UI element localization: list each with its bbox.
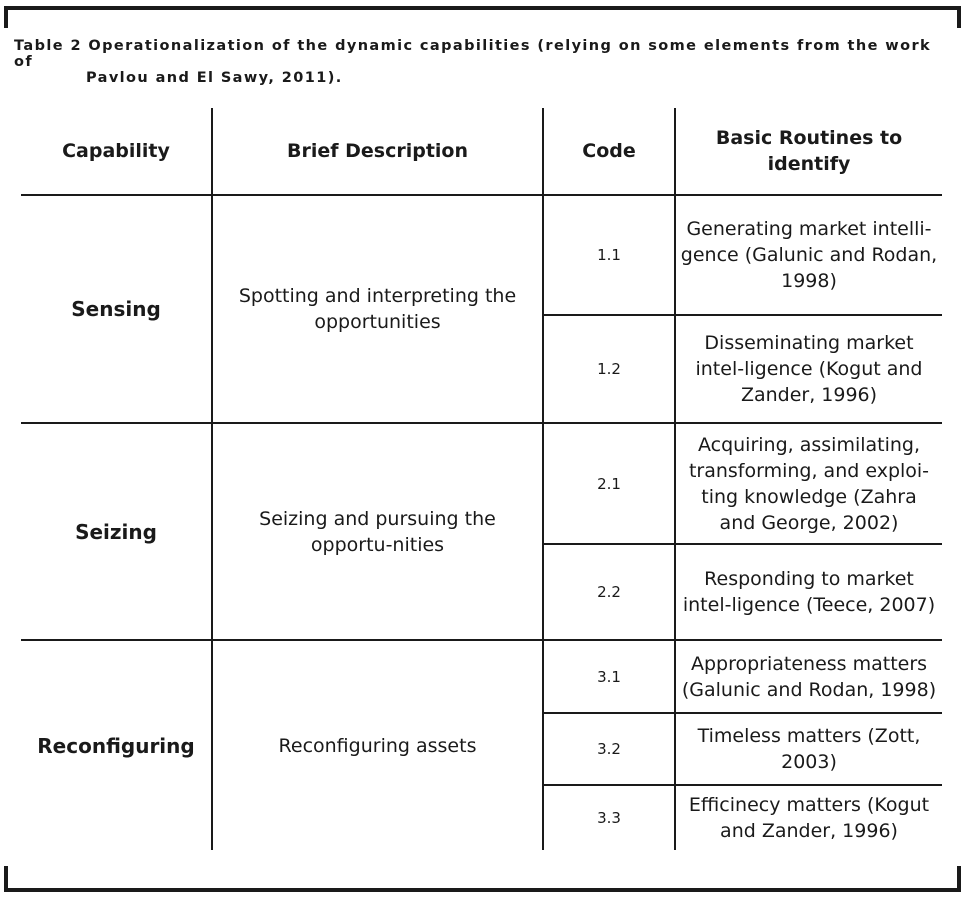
capability-reconfiguring: Reconfiguring bbox=[37, 733, 195, 758]
description-reconfiguring: Reconfiguring assets bbox=[278, 734, 477, 757]
header-description: Brief Description bbox=[286, 140, 469, 162]
capability-sensing: Sensing bbox=[71, 297, 161, 321]
header-capability: Capability bbox=[62, 140, 170, 162]
capability-seizing: Seizing bbox=[75, 519, 157, 544]
frame-top-left-tick bbox=[4, 6, 8, 28]
frame-top-border bbox=[4, 6, 961, 10]
header-code: Code bbox=[582, 140, 636, 162]
routine-1-1: Generating market intelli-gence (Galunic and Rodan, 1998) bbox=[680, 218, 938, 292]
caption-line-1: Table 2 Operationalization of the dynamic capabilities (relying on some elements from the work of bbox=[14, 38, 932, 70]
frame-bottom-border bbox=[4, 888, 961, 892]
routine-2-2: Responding to market intel-ligence (Teece, 2007) bbox=[682, 568, 936, 616]
code-2-2: 2.2 bbox=[597, 583, 621, 601]
routine-3-1: Appropriateness matters (Galunic and Rodan, 1998) bbox=[681, 652, 937, 701]
code-1-1: 1.1 bbox=[597, 246, 621, 264]
table-caption bbox=[14, 38, 944, 86]
rule-col-3 bbox=[674, 108, 676, 850]
code-1-2: 1.2 bbox=[597, 360, 621, 378]
code-2-1: 2.1 bbox=[597, 474, 621, 493]
routine-1-2: Disseminating market intel-ligence (Kogut and Zander, 1996) bbox=[695, 332, 923, 406]
description-seizing: Seizing and pursuing the opportu-nities bbox=[259, 507, 496, 556]
routine-3-2: Timeless matters (Zott, 2003) bbox=[697, 725, 921, 773]
code-3-1: 3.1 bbox=[597, 667, 621, 686]
frame-top-right-tick bbox=[957, 6, 961, 28]
caption-line-2: Pavlou and El Sawy, 2011). bbox=[86, 70, 343, 86]
frame-bottom-right-tick bbox=[957, 866, 961, 892]
code-3-2: 3.2 bbox=[597, 740, 621, 758]
routine-2-1: Acquiring, assimilating, transforming, and exploi-ting knowledge (Zahra and George, 2002) bbox=[688, 433, 930, 534]
code-3-3: 3.3 bbox=[597, 809, 621, 827]
description-sensing: Spotting and interpreting the opportunities bbox=[238, 285, 517, 333]
frame-bottom-left-tick bbox=[4, 866, 8, 892]
routine-3-3: Efficinecy matters (Kogut and Zander, 1996) bbox=[688, 794, 930, 842]
header-routines: Basic Routines to identify bbox=[715, 127, 903, 175]
